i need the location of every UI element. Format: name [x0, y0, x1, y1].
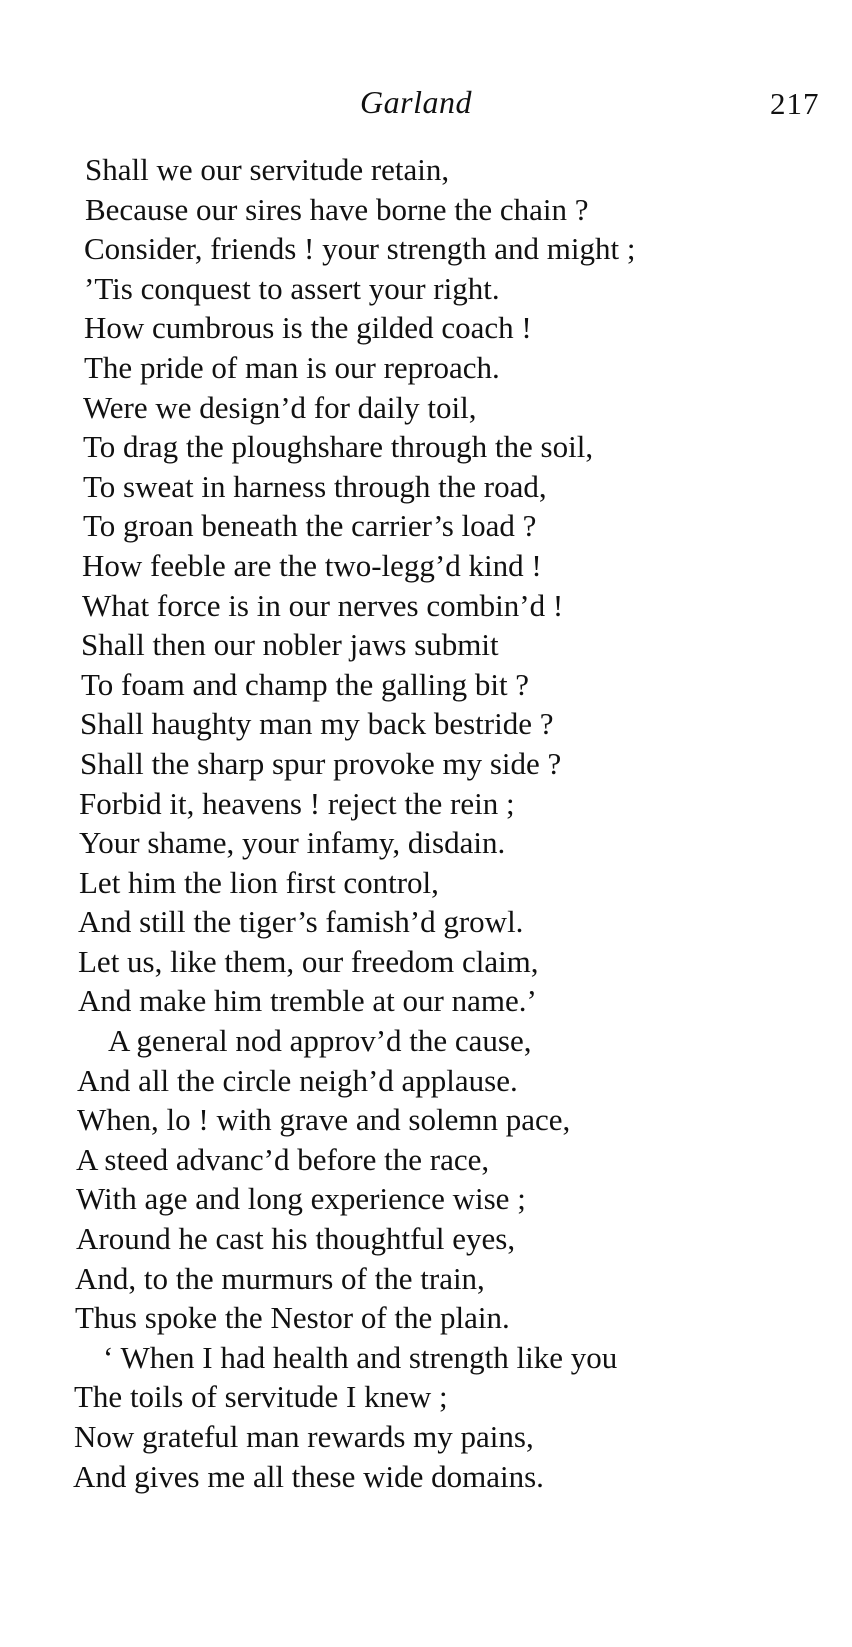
- poem-line: The pride of man is our reproach.: [84, 349, 500, 385]
- running-title: Garland: [360, 84, 472, 120]
- poem-line: To sweat in harness through the road,: [83, 468, 547, 504]
- poem-line: And still the tiger’s famish’d growl.: [78, 904, 524, 940]
- poem-line: ‘ When I had health and strength like you: [103, 1339, 618, 1375]
- poem-line: Shall we our servitude retain,: [85, 152, 450, 187]
- poem-line: Forbid it, heavens ! reject the rein ;: [79, 785, 515, 821]
- page-number: 217: [770, 86, 820, 121]
- poem-line: Around he cast his thoughtful eyes,: [76, 1221, 516, 1257]
- poem-line: To foam and champ the galling bit ?: [81, 666, 530, 702]
- poem-line: The toils of servitude I knew ;: [74, 1379, 448, 1415]
- poem-line: Shall the sharp spur provoke my side ?: [80, 745, 562, 781]
- poem-line: And gives me all these wide domains.: [73, 1458, 544, 1494]
- poem-line: How cumbrous is the gilded coach !: [84, 310, 532, 346]
- poem-text: [0, 150, 852, 1496]
- poem-line: Were we design’d for daily toil,: [83, 389, 477, 425]
- poem-line: And, to the murmurs of the train,: [75, 1260, 485, 1296]
- poem-line: Now grateful man rewards my pains,: [74, 1419, 534, 1454]
- poem-line: Thus spoke the Nestor of the plain.: [75, 1300, 510, 1336]
- poem-line: Shall haughty man my back bestride ?: [80, 706, 554, 742]
- poem-line: ’Tis conquest to assert your right.: [84, 270, 500, 306]
- poem-line: To groan beneath the carrier’s load ?: [83, 508, 537, 544]
- poem-line: Shall then our nobler jaws submit: [81, 627, 499, 663]
- poem-line: And make him tremble at our name.’: [78, 983, 537, 1019]
- poem-line: Let us, like them, our freedom claim,: [78, 943, 539, 979]
- running-head: [0, 84, 852, 124]
- poem-line: How feeble are the two-legg’d kind !: [82, 547, 542, 583]
- poem-line: When, lo ! with grave and solemn pace,: [77, 1102, 571, 1138]
- poem-line: Consider, friends ! your strength and might ;: [84, 231, 636, 267]
- poem-line: What force is in our nerves combin’d !: [82, 587, 564, 623]
- poem-line: Because our sires have borne the chain ?: [85, 191, 589, 227]
- poem-line: Your shame, your infamy, disdain.: [79, 825, 506, 861]
- poem-line: Let him the lion first control,: [79, 864, 439, 900]
- poem-line: To drag the ploughshare through the soil,: [83, 429, 594, 465]
- poem-line: With age and long experience wise ;: [76, 1181, 526, 1217]
- poem-line: A general nod approv’d the cause,: [108, 1023, 532, 1059]
- poem-line: And all the circle neigh’d applause.: [77, 1062, 518, 1098]
- poem-line: A steed advanc’d before the race,: [76, 1141, 490, 1177]
